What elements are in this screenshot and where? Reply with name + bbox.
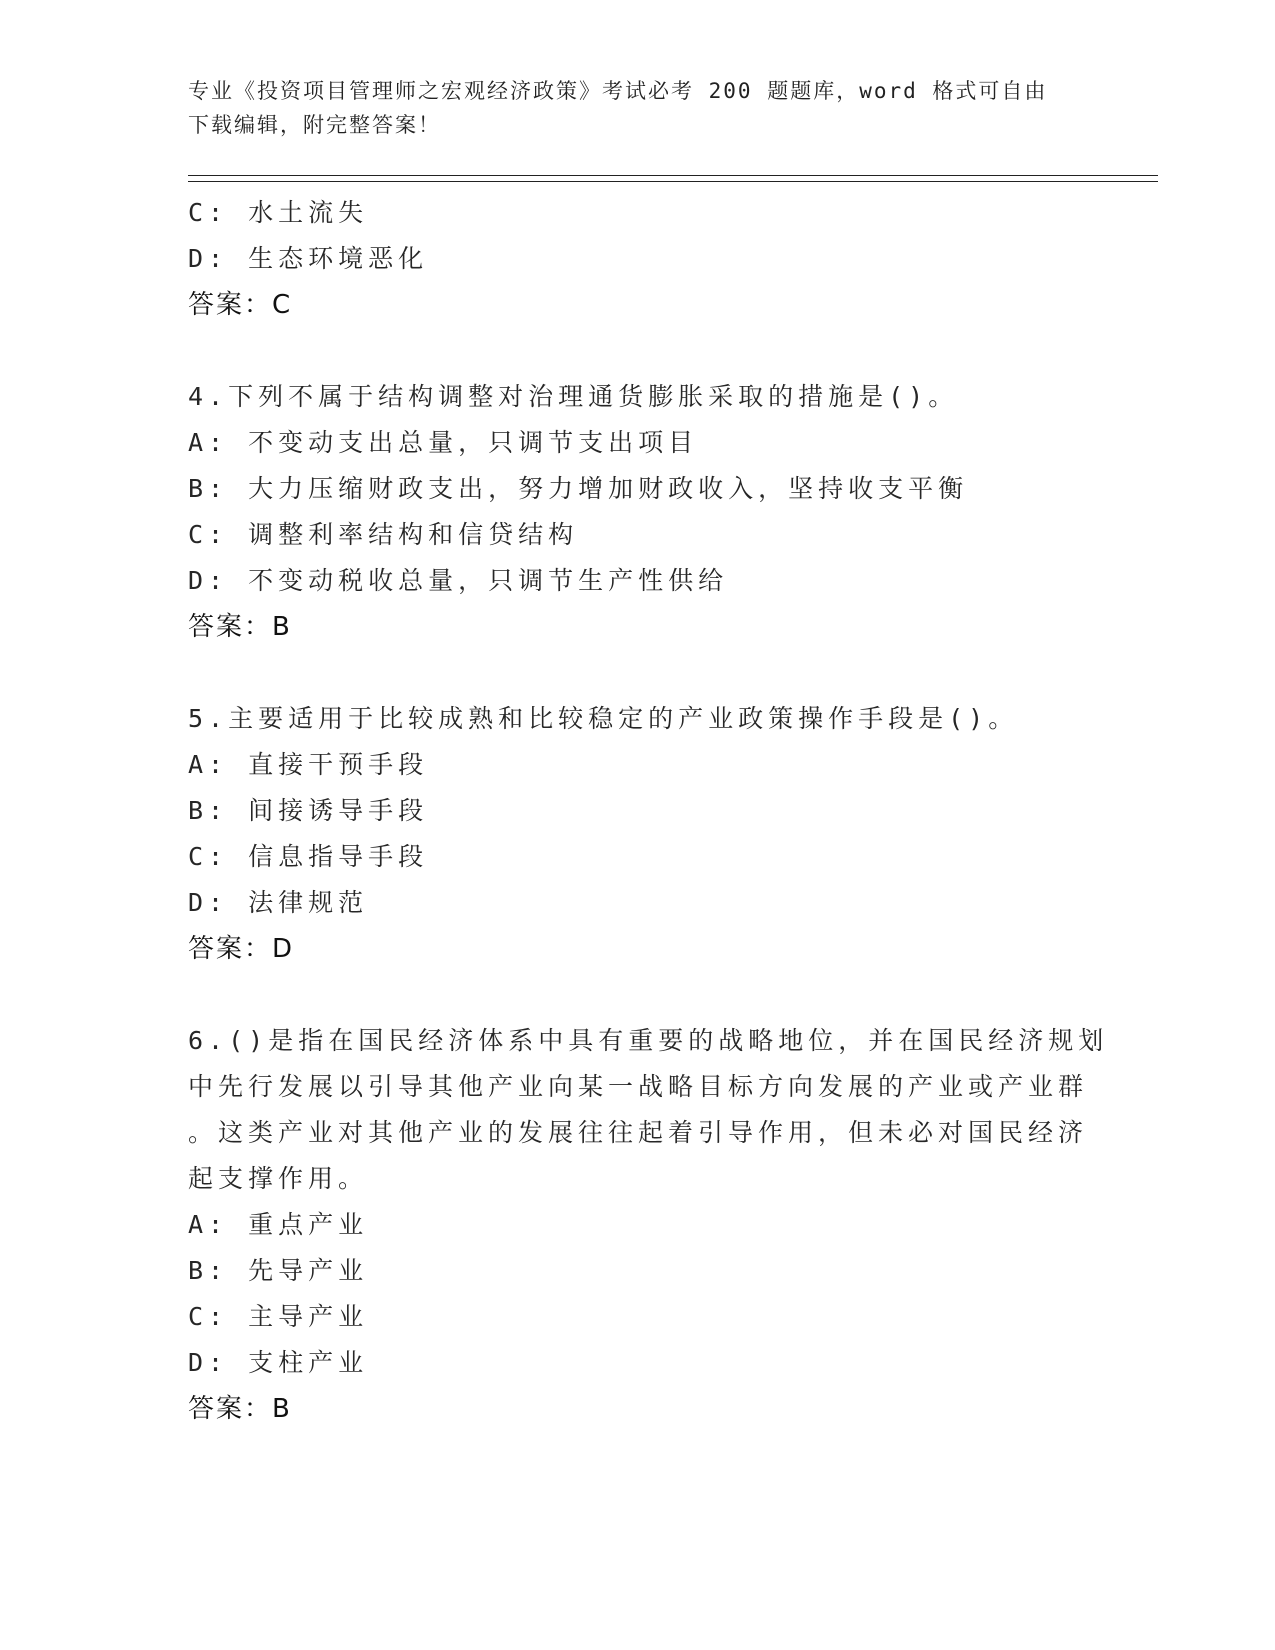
option-letter: A: (188, 750, 229, 779)
option-d (188, 236, 1068, 282)
option-b (188, 788, 1068, 834)
option-d (188, 558, 1068, 604)
header-title-line-2: 下载编辑，附完整答案！ (188, 113, 441, 137)
answer: 答案：B (188, 612, 292, 642)
answer: 答案：D (188, 934, 295, 964)
option-text: 调整利率结构和信贷结构 (248, 520, 579, 549)
option-b (188, 466, 1068, 512)
option-c (188, 190, 1068, 236)
option-text: 先导产业 (248, 1256, 369, 1285)
question-list (188, 190, 1109, 1432)
option-text: 法律规范 (248, 888, 369, 917)
option-letter: D: (188, 888, 229, 917)
question-stem-line: 。这类产业对其他产业的发展往往起着引导作用，但未必对国民经济 (188, 1118, 1089, 1147)
header-title-line-1: 专业《投资项目管理师之宏观经济政策》考试必考 200 题题库，word 格式可自由 (188, 79, 1048, 103)
option-text: 水土流失 (248, 198, 369, 227)
option-letter: C: (188, 520, 229, 549)
option-c (188, 834, 1068, 880)
option-letter: A: (188, 1210, 229, 1239)
option-text: 间接诱导手段 (248, 796, 429, 825)
option-text: 大力压缩财政支出，努力增加财政收入，坚持收支平衡 (248, 474, 969, 503)
question-stem: 4.下列不属于结构调整对治理通货膨胀采取的措施是()。 (188, 382, 959, 411)
option-d (188, 1340, 1068, 1386)
option-text: 直接干预手段 (248, 750, 429, 779)
option-c (188, 512, 1068, 558)
header-divider-top (188, 175, 1158, 176)
option-c (188, 1294, 1068, 1340)
answer: 答案：C (188, 290, 293, 320)
question-stem-line: 起支撑作用。 (188, 1164, 369, 1193)
option-letter: D: (188, 1348, 229, 1377)
option-text: 生态环境恶化 (248, 244, 429, 273)
answer: 答案：B (188, 1394, 292, 1424)
option-letter: A: (188, 428, 229, 457)
option-letter: C: (188, 842, 229, 871)
option-text: 不变动税收总量，只调节生产性供给 (248, 566, 729, 595)
option-letter: C: (188, 1302, 229, 1331)
question-5 (188, 696, 1068, 972)
option-text: 重点产业 (248, 1210, 369, 1239)
option-a (188, 742, 1068, 788)
option-letter: D: (188, 566, 229, 595)
option-text: 信息指导手段 (248, 842, 429, 871)
option-letter: C: (188, 198, 229, 227)
document-header (188, 74, 1088, 142)
header-divider-bottom (188, 181, 1158, 182)
option-text: 支柱产业 (248, 1348, 369, 1377)
option-letter: D: (188, 244, 229, 273)
question-6 (188, 1018, 1109, 1432)
option-b (188, 1248, 1068, 1294)
question-3-continued (188, 190, 1068, 328)
question-4 (188, 374, 1068, 650)
question-stem-line: 中先行发展以引导其他产业向某一战略目标方向发展的产业或产业群 (188, 1072, 1089, 1101)
option-a (188, 420, 1068, 466)
option-letter: B: (188, 474, 229, 503)
question-stem-line: 6.()是指在国民经济体系中具有重要的战略地位，并在国民经济规划 (188, 1026, 1109, 1055)
option-letter: B: (188, 796, 229, 825)
option-letter: B: (188, 1256, 229, 1285)
option-text: 不变动支出总量，只调节支出项目 (248, 428, 699, 457)
option-a (188, 1202, 1068, 1248)
option-text: 主导产业 (248, 1302, 369, 1331)
option-d (188, 880, 1068, 926)
question-stem: 5.主要适用于比较成熟和比较稳定的产业政策操作手段是()。 (188, 704, 1019, 733)
